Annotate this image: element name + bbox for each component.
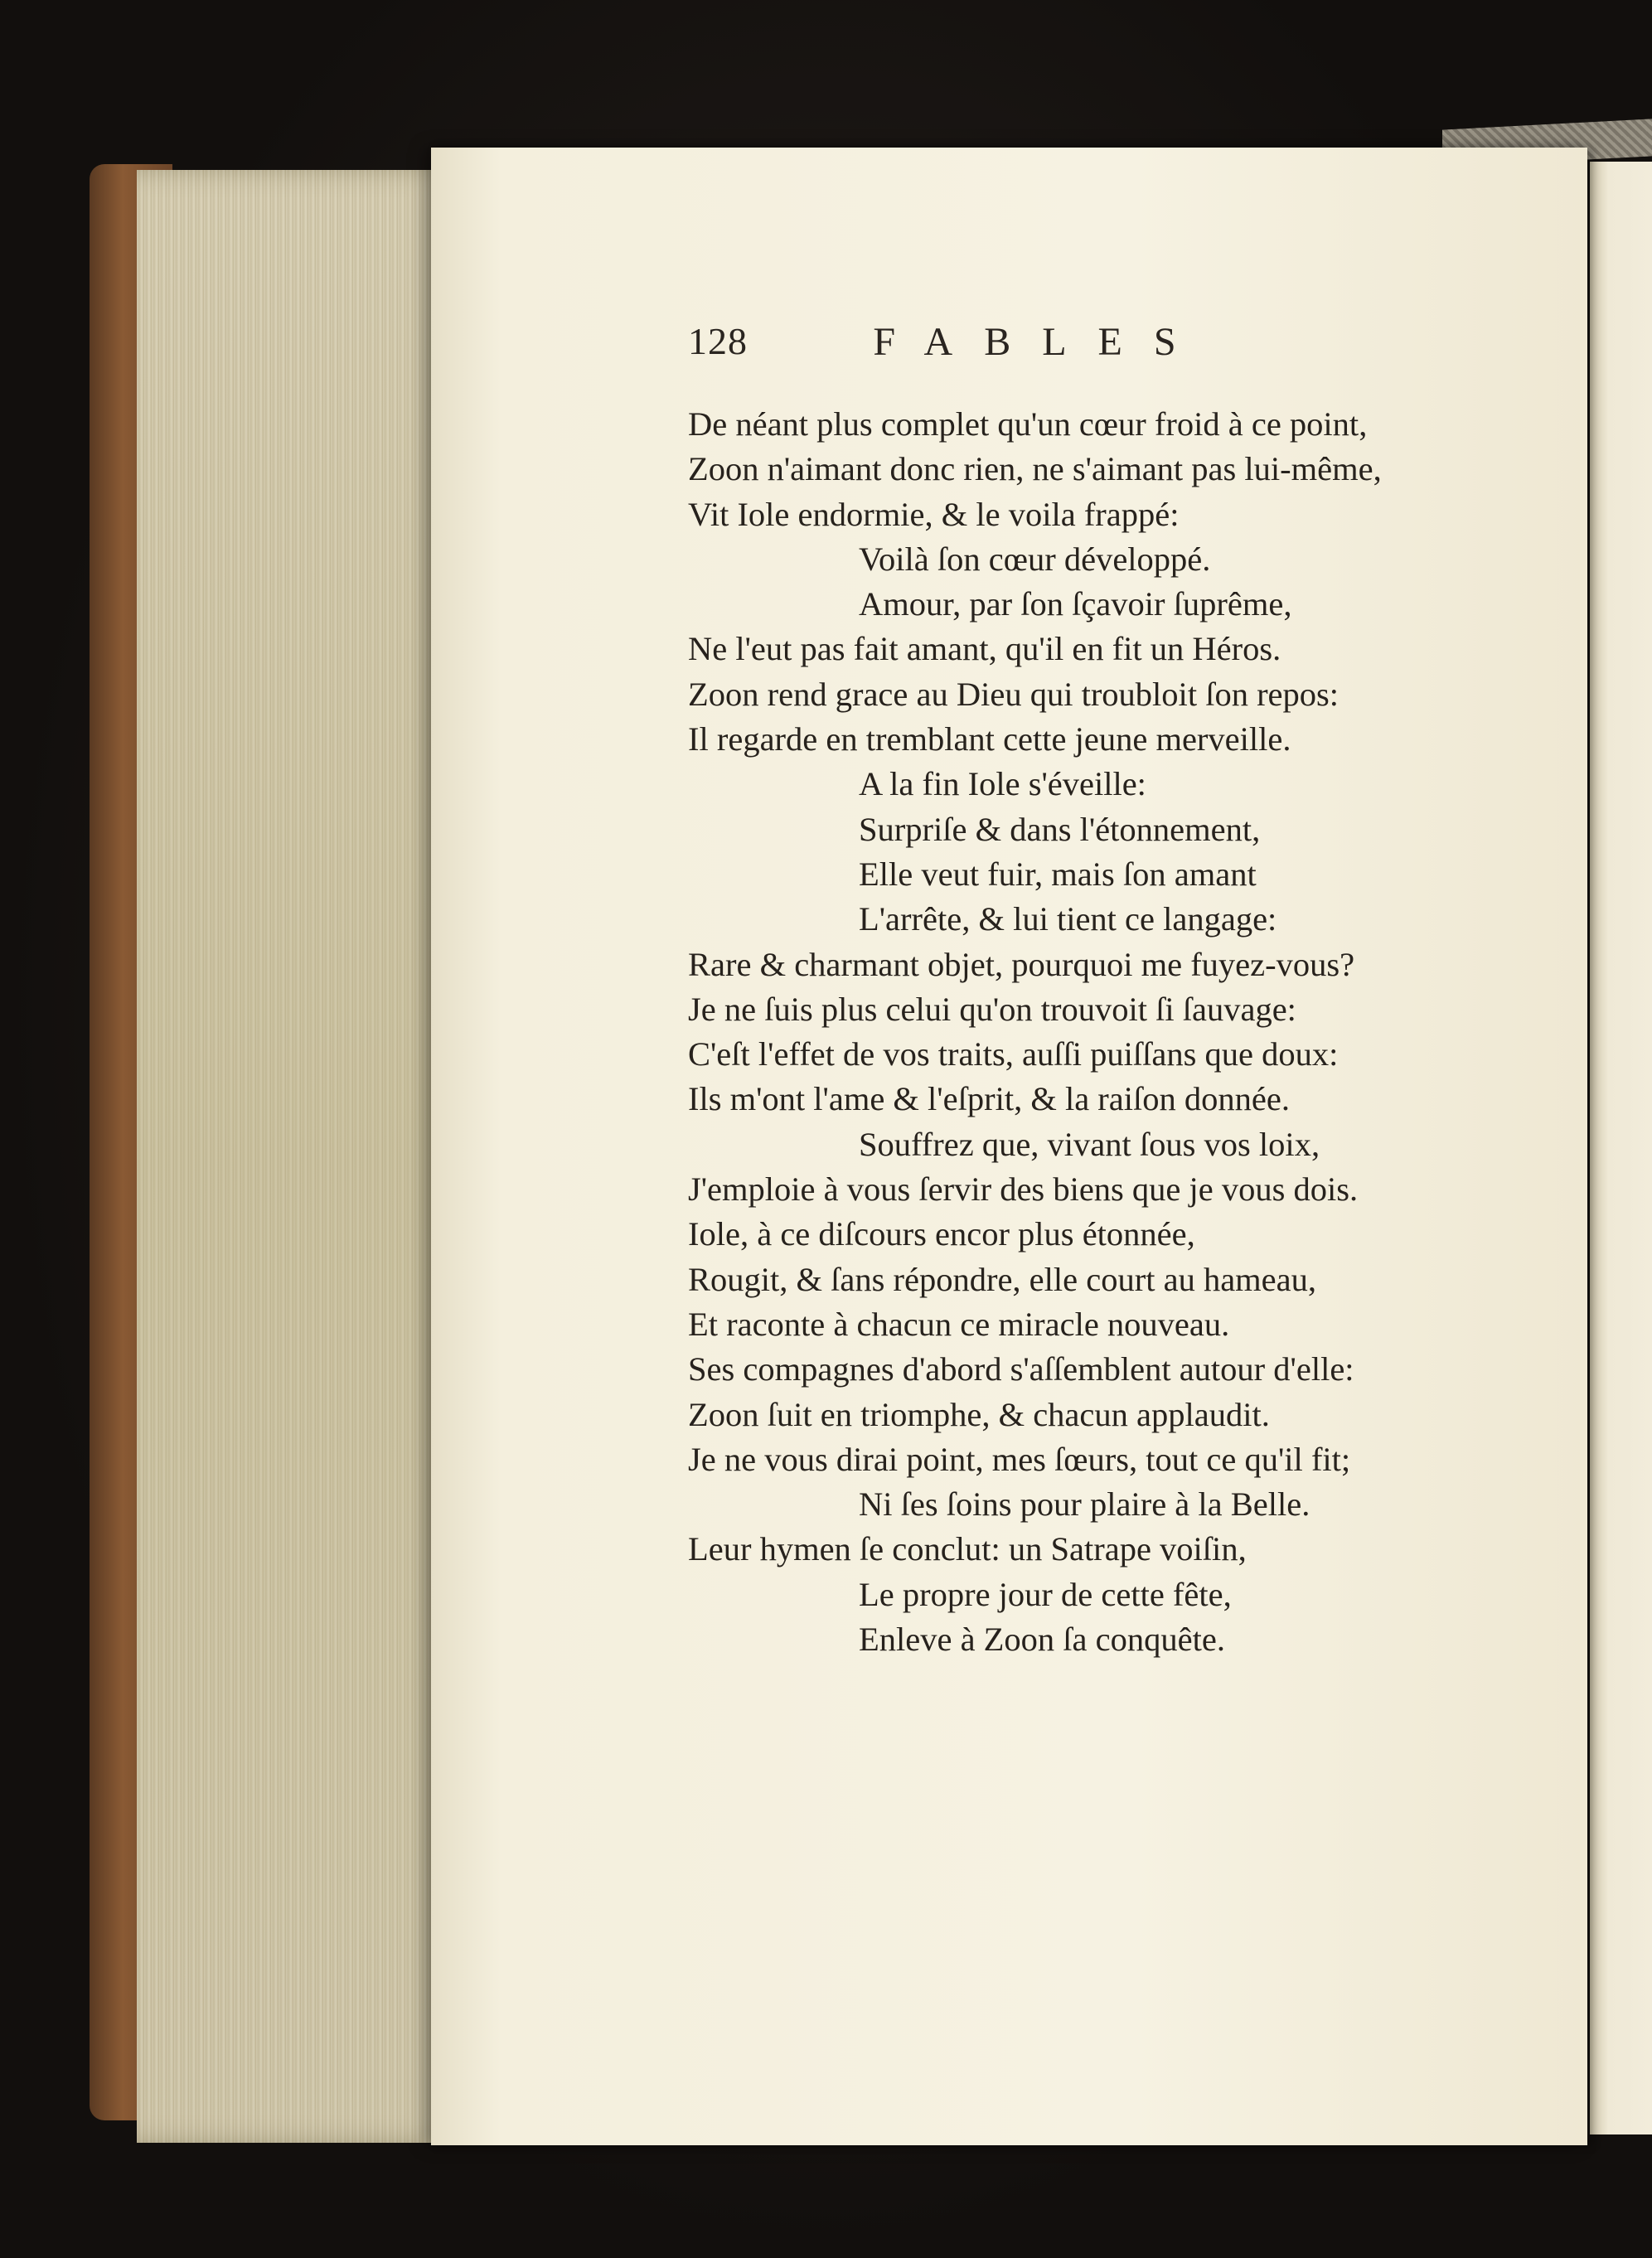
page-edges — [137, 170, 452, 2143]
text-line: Vit Iole endormie, & le voila frappé: — [688, 495, 1180, 533]
text-line: Le propre jour de cette fête, — [859, 1575, 1232, 1613]
text-line: Ses compagnes d'abord s'aſſemblent autour d'elle: — [688, 1350, 1354, 1388]
facing-page-edge — [1590, 162, 1652, 2134]
text-line: Zoon rend grace au Dieu qui troubloit ſon repos: — [688, 675, 1340, 713]
text-line: Il regarde en tremblant cette jeune merveille. — [688, 720, 1291, 758]
text-line: Ils m'ont l'ame & l'eſprit, & la raiſon donnée. — [688, 1080, 1290, 1118]
text-line: Ne l'eut pas fait amant, qu'il en fit un Héros. — [688, 630, 1281, 668]
text-line: De néant plus complet qu'un cœur froid à ce point, — [688, 405, 1368, 443]
text-line: Ni ſes ſoins pour plaire à la Belle. — [859, 1485, 1310, 1524]
text-line: Zoon n'aimant donc rien, ne s'aimant pas lui-même, — [688, 450, 1382, 488]
text-line: Enleve à Zoon ſa conquête. — [859, 1621, 1225, 1659]
text-line: C'eſt l'effet de vos traits, auſſi puiſſans que doux: — [688, 1035, 1339, 1073]
text-line: Iole, à ce diſcours encor plus étonnée, — [688, 1215, 1195, 1253]
text-line: Zoon ſuit en triomphe, & chacun applaudit. — [688, 1395, 1270, 1433]
text-line: Rougit, & ſans répondre, elle court au hameau, — [688, 1260, 1317, 1298]
text-line: Je ne vous dirai point, mes ſœurs, tout ce qu'il fit; — [688, 1440, 1351, 1478]
text-line: Voilà ſon cœur développé. — [859, 540, 1211, 578]
text-line: Elle veut fuir, mais ſon amant — [859, 855, 1257, 893]
text-line: J'emploie à vous ſervir des biens que je vous dois. — [688, 1170, 1359, 1209]
text-line: Souffrez que, vivant ſous vos loix, — [859, 1125, 1320, 1163]
page-header — [688, 319, 1318, 377]
page-number: 128 — [688, 320, 748, 362]
text-line: Rare & charmant objet, pourquoi me fuyez-vous? — [688, 945, 1355, 983]
text-line: A la fin Iole s'éveille: — [859, 765, 1146, 803]
text-line: Leur hymen ſe conclut: un Satrape voiſin, — [688, 1530, 1247, 1568]
text-line: Amour, par ſon ſçavoir ſuprême, — [859, 585, 1292, 623]
text-line: Et raconte à chacun ce miracle nouveau. — [688, 1305, 1230, 1343]
running-title: FABLES — [873, 320, 1208, 364]
poem-text — [688, 402, 1525, 1662]
text-line: Surpriſe & dans l'étonnement, — [859, 810, 1261, 848]
text-line: Je ne ſuis plus celui qu'on trouvoit ſi ſauvage: — [688, 990, 1296, 1028]
text-line: L'arrête, & lui tient ce langage: — [859, 900, 1277, 938]
